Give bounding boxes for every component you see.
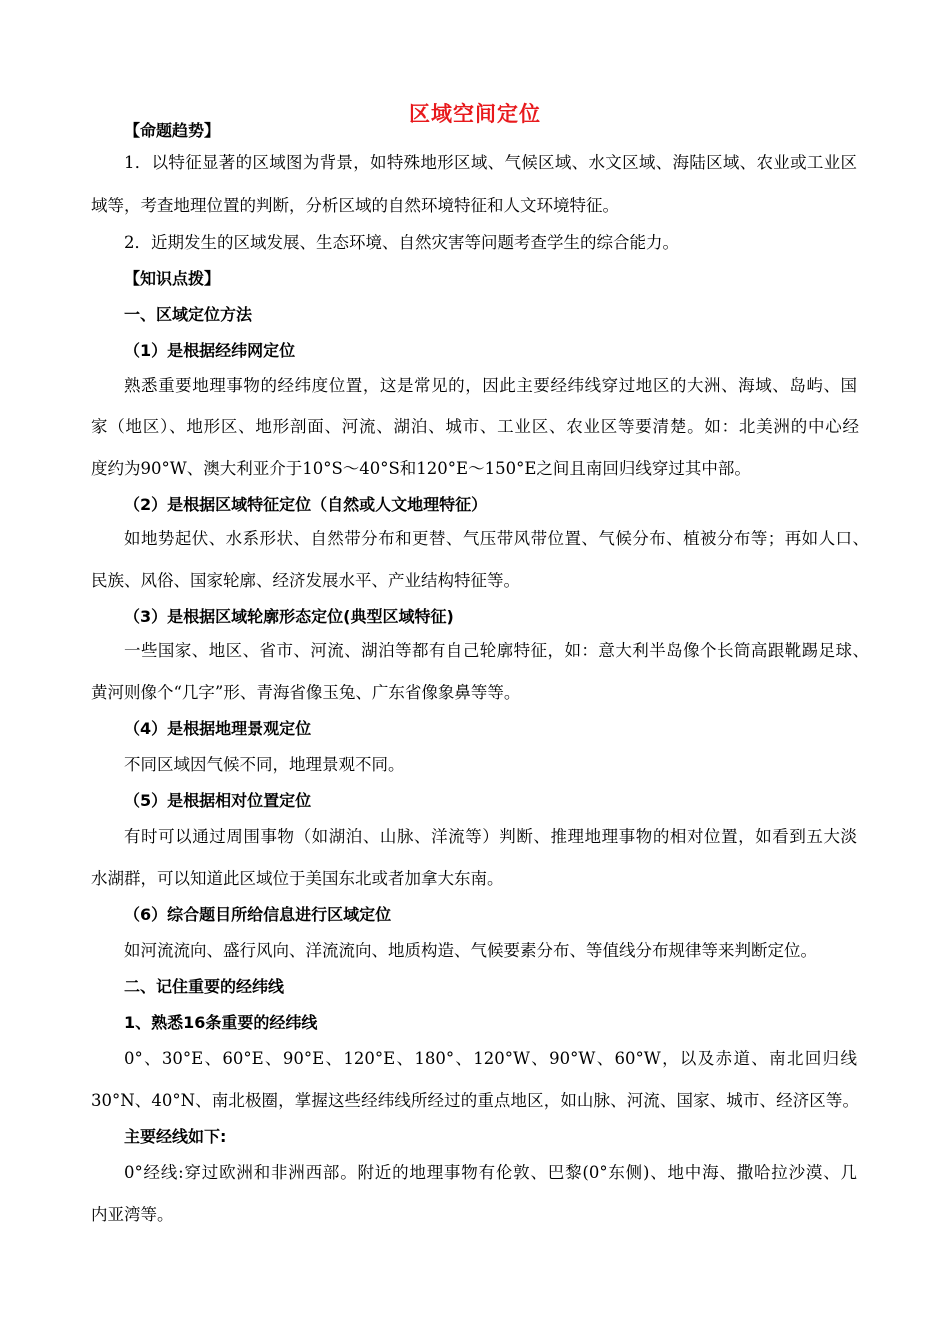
paragraph-line: 内亚湾等。 xyxy=(91,1205,174,1224)
section-heading: 【命题趋势】 xyxy=(124,121,221,140)
paragraph-line: 0°经线:穿过欧洲和非洲西部。附近的地理事物有伦敦、巴黎(0°东侧)、地中海、撒哈拉沙漠、几 xyxy=(124,1163,857,1182)
paragraph-line: 域等，考查地理位置的判断，分析区域的自然环境特征和人文环境特征。 xyxy=(91,196,619,215)
subsection-heading: （4）是根据地理景观定位 xyxy=(124,719,312,738)
paragraph-line: 1．以特征显著的区域图为背景，如特殊地形区域、气候区域、水文区域、海陆区域、农业或工业区 xyxy=(124,153,857,172)
paragraph-line: 有时可以通过周围事物（如湖泊、山脉、洋流等）判断、推理地理事物的相对位置，如看到五大淡 xyxy=(124,827,857,846)
subsection-heading: 1、熟悉16条重要的经纬线 xyxy=(124,1013,318,1032)
subsection-heading: （1）是根据经纬网定位 xyxy=(124,341,296,360)
section-heading: 一、区域定位方法 xyxy=(124,305,253,324)
subsection-heading: （6）综合题目所给信息进行区域定位 xyxy=(124,905,392,924)
paragraph-line: 度约为90°W、澳大利亚介于10°S～40°S和120°E～150°E之间且南回归线穿过其中部。 xyxy=(91,459,751,478)
paragraph-line: 如河流流向、盛行风向、洋流流向、地质构造、气候要素分布、等值线分布规律等来判断定位。 xyxy=(124,941,817,960)
document-title: 区域空间定位 xyxy=(409,102,541,126)
paragraph-line: 如地势起伏、水系形状、自然带分布和更替、气压带风带位置、气候分布、植被分布等；再如人口、 xyxy=(124,529,869,548)
subsection-heading: （5）是根据相对位置定位 xyxy=(124,791,312,810)
paragraph-line: 不同区域因气候不同，地理景观不同。 xyxy=(124,755,405,774)
section-heading: 二、记住重要的经纬线 xyxy=(124,977,285,996)
paragraph-line: 一些国家、地区、省市、河流、湖泊等都有自己轮廓特征，如：意大利半岛像个长筒高跟靴踢足球、 xyxy=(124,641,869,660)
subsection-heading: 主要经线如下: xyxy=(124,1127,227,1146)
paragraph-line: 水湖群，可以知道此区域位于美国东北或者加拿大东南。 xyxy=(91,869,504,888)
section-heading: 【知识点拨】 xyxy=(124,269,221,288)
paragraph-line: 熟悉重要地理事物的经纬度位置，这是常见的，因此主要经纬线穿过地区的大洲、海域、岛屿、国 xyxy=(124,376,857,395)
paragraph-line: 0°、30°E、60°E、90°E、120°E、180°、120°W、90°W、60°W，以及赤道、南北回归线 xyxy=(124,1049,857,1068)
paragraph-line: 30°N、40°N、南北极圈，掌握这些经纬线所经过的重点地区，如山脉、河流、国家、城市、经济区等。 xyxy=(91,1091,859,1110)
paragraph-line: 民族、风俗、国家轮廓、经济发展水平、产业结构特征等。 xyxy=(91,571,520,590)
paragraph-line: 黄河则像个“几字”形、青海省像玉兔、广东省像象鼻等等。 xyxy=(91,683,521,702)
paragraph-line: 2．近期发生的区域发展、生态环境、自然灾害等问题考查学生的综合能力。 xyxy=(124,233,679,252)
paragraph-line: 家（地区）、地形区、地形剖面、河流、湖泊、城市、工业区、农业区等要清楚。如：北美洲的中心经 xyxy=(91,417,859,436)
subsection-heading: （2）是根据区域特征定位（自然或人文地理特征） xyxy=(124,495,488,514)
subsection-heading: （3）是根据区域轮廓形态定位(典型区域特征) xyxy=(124,607,454,626)
